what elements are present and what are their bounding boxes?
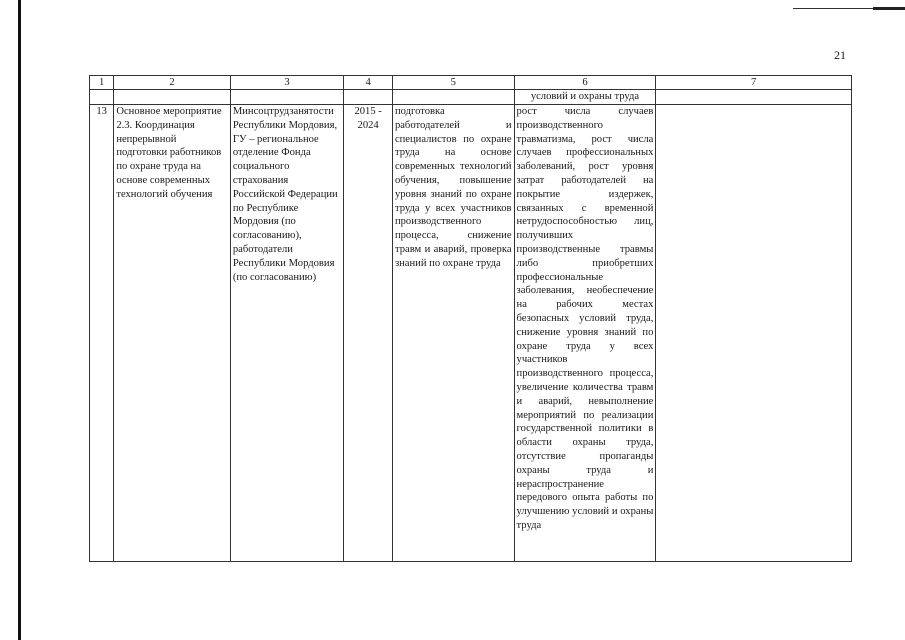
header-cell-3: 3	[230, 76, 343, 90]
page-number: 21	[834, 48, 846, 62]
cont-cell-1	[90, 90, 114, 105]
scan-margin-bar	[18, 0, 21, 640]
header-cell-7: 7	[656, 76, 852, 90]
consequences: рост числа случаев производственного травматизма, рост числа случаев профессиональных заболеваний, рост уровня затрат работодателей на покрытие издержек, связанных с временной нетрудоспособностью лиц, получивших производственные травмы либо приобретших профессиональные заболевания, необеспечение на рабочих местах безопасных условий труда, снижение уровня знаний по охране труда у всех участников производственного процесса, увеличение количества травм и аварий, невыполнение мероприятий по реализации государственной политики в области охраны труда, отсутствие пропаганды охраны труда и нераспространение передового опыта работы по улучшению условий и охраны труда	[514, 105, 656, 562]
cont-cell-5	[392, 90, 514, 105]
header-cell-2: 2	[114, 76, 231, 90]
event-name: Основное мероприятие 2.3. Координация непрерывной подготовки работников по охране труда на основе современных технологий обучения	[114, 105, 231, 562]
cont-cell-2	[114, 90, 231, 105]
row-number: 13	[90, 105, 114, 562]
continuation-row	[90, 90, 852, 105]
header-cell-1: 1	[90, 76, 114, 90]
executors: Минсоцтрудзанятости Республики Мордовия, ГУ – региональное отделение Фонда социального страхования Российской Федерации по Республике Мордовия (по согласованию), работодатели Республики Мордовия (по согласованию)	[230, 105, 343, 562]
period: 2015 - 2024	[344, 105, 393, 562]
cont-cell-6: условий и охраны труда	[514, 90, 656, 105]
cont-cell-3	[230, 90, 343, 105]
cont-cell-4	[344, 90, 393, 105]
cont-cell-7	[656, 90, 852, 105]
header-cell-5: 5	[392, 76, 514, 90]
table-header-row	[90, 76, 852, 90]
program-table	[89, 75, 852, 562]
header-cell-4: 4	[344, 76, 393, 90]
table-row	[90, 105, 852, 562]
col7-cell	[656, 105, 852, 562]
header-cell-6: 6	[514, 76, 656, 90]
expected-result: подготовка работодателей и специалистов по охране труда на основе современных технологий обучения, повышение уровня знаний по охране труда у всех участников производственного процесса, снижение травм и аварий, проверка знаний по охране труда	[392, 105, 514, 562]
scan-top-mark	[873, 7, 905, 10]
